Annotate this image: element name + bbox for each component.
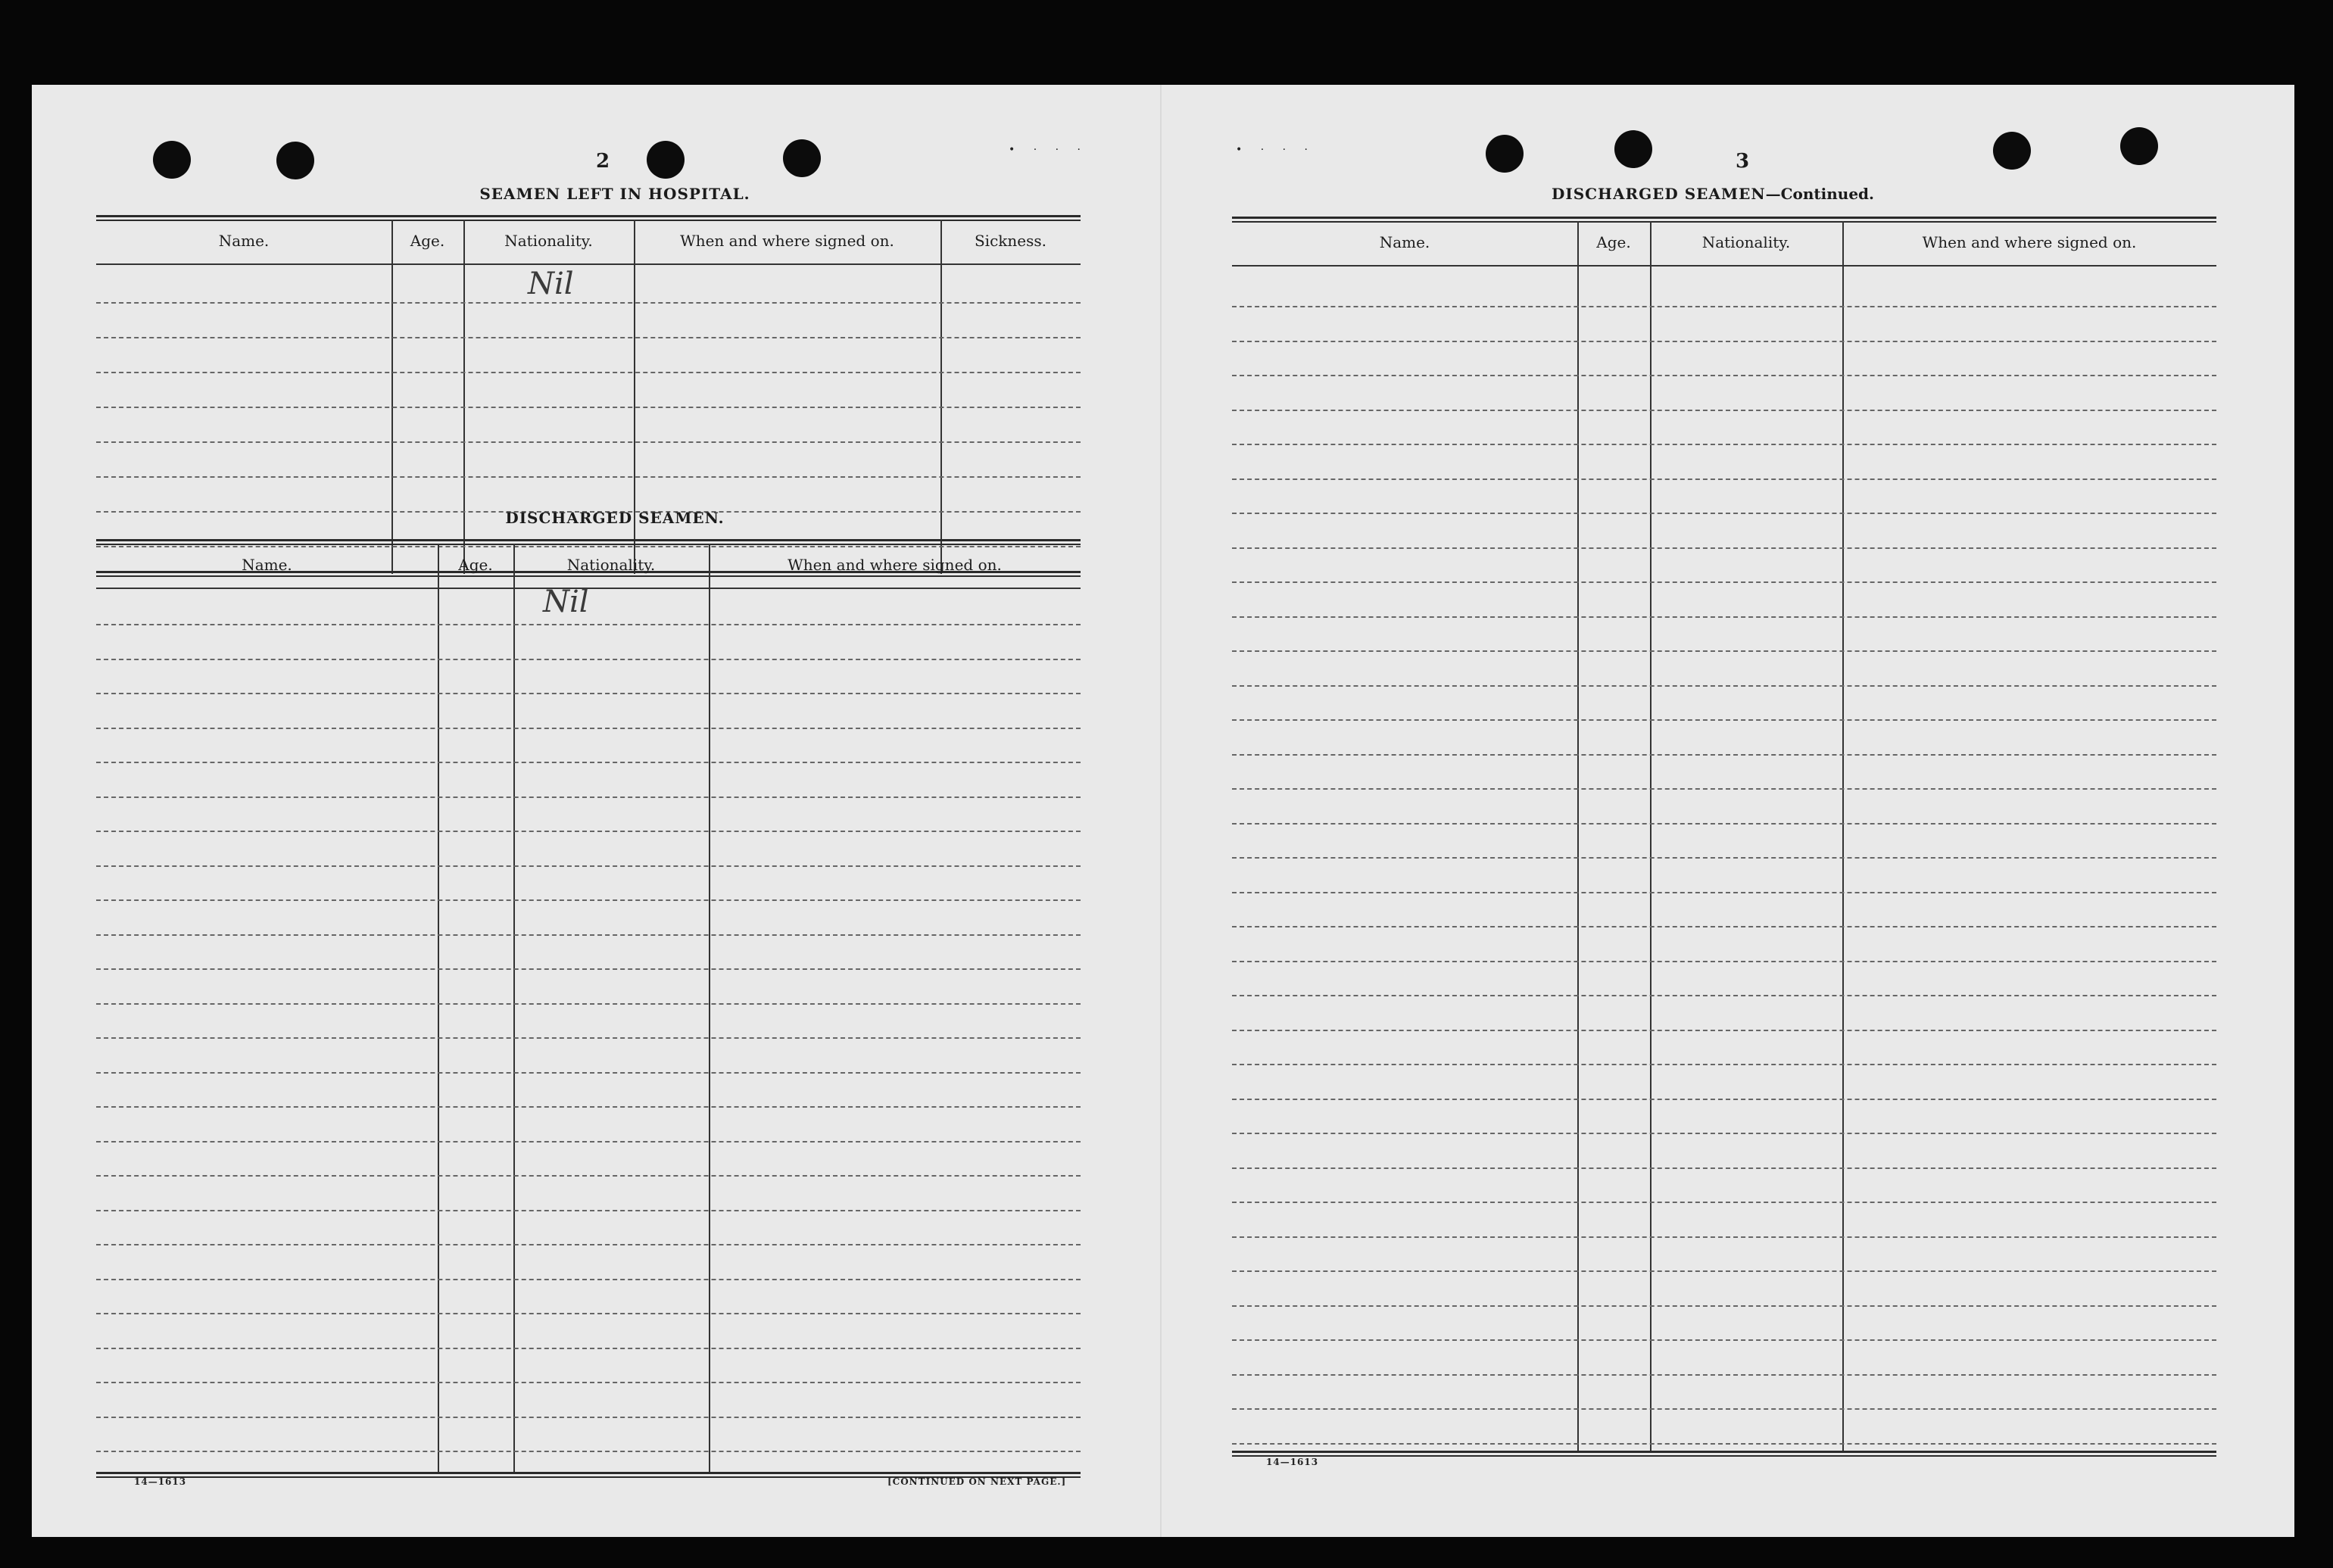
table-row <box>96 1141 1081 1142</box>
table-row <box>1232 1167 2216 1169</box>
ink-specks: • · · · <box>1009 144 1088 156</box>
col-header-name: Name. <box>242 556 292 574</box>
col-divider <box>438 544 439 1473</box>
table-row <box>1232 1030 2216 1031</box>
table-row <box>1232 513 2216 514</box>
punch-hole <box>647 141 685 179</box>
col-header-age: Age. <box>410 232 445 250</box>
punch-hole <box>153 141 191 179</box>
form-number-left: 14—1613 <box>134 1476 187 1487</box>
punch-hole <box>783 139 821 177</box>
col-divider <box>1650 221 1652 1452</box>
table-row <box>1232 788 2216 790</box>
table-row <box>96 372 1081 373</box>
table-row <box>1232 547 2216 549</box>
col-header-when-where: When and where signed on. <box>680 232 894 250</box>
table-row <box>96 302 1081 304</box>
col-divider <box>391 220 393 574</box>
col-divider <box>513 544 515 1473</box>
table-row <box>96 1003 1081 1005</box>
col-header-nationality: Nationality. <box>1701 233 1791 251</box>
table-row <box>1232 823 2216 825</box>
form-sheet <box>32 85 2294 1537</box>
table-row <box>1232 410 2216 411</box>
table-row <box>96 728 1081 729</box>
table-row <box>1232 341 2216 342</box>
col-header-when-where: When and where signed on. <box>1922 233 2137 251</box>
table-row <box>1232 926 2216 927</box>
table-row <box>96 407 1081 408</box>
table-row <box>1232 444 2216 445</box>
table-row <box>1232 1099 2216 1100</box>
discharged-table <box>96 539 1081 1478</box>
table-row <box>96 1037 1081 1039</box>
table-row <box>1232 650 2216 652</box>
header-rule <box>96 263 1081 265</box>
table-row <box>1232 995 2216 996</box>
page-number-right: 3 <box>1736 150 1750 173</box>
punch-hole <box>276 142 314 179</box>
col-divider <box>940 220 942 574</box>
punch-hole <box>2120 127 2158 165</box>
punch-hole <box>1614 130 1652 168</box>
header-rule <box>1232 265 2216 267</box>
table-row <box>96 1175 1081 1177</box>
handwritten-nil: Nil <box>543 584 589 619</box>
table-row <box>1232 1270 2216 1272</box>
col-divider <box>1577 221 1579 1452</box>
table-row <box>96 476 1081 478</box>
table-row <box>96 1417 1081 1418</box>
table-row <box>96 1451 1081 1452</box>
table-row <box>96 441 1081 443</box>
table-row <box>1232 892 2216 893</box>
discharged-continued-table <box>1232 217 2216 1458</box>
table-row <box>1232 375 2216 376</box>
table-row <box>1232 685 2216 687</box>
form-number-right: 14—1613 <box>1266 1457 1319 1467</box>
table-row <box>1232 1374 2216 1376</box>
table-row <box>1232 306 2216 307</box>
table-top-rule <box>96 215 1081 221</box>
col-divider <box>1842 221 1844 1452</box>
table-row <box>96 865 1081 867</box>
table-row <box>1232 616 2216 618</box>
table-row <box>1232 1202 2216 1203</box>
page-fold <box>1160 85 1162 1537</box>
table-row <box>1232 754 2216 756</box>
col-header-when-where: When and where signed on. <box>788 556 1002 574</box>
table-row <box>1232 1133 2216 1134</box>
continued-note: [CONTINUED ON NEXT PAGE.] <box>887 1476 1067 1487</box>
col-header-age: Age. <box>1596 233 1631 251</box>
table-row <box>96 1244 1081 1245</box>
table-row <box>1232 1443 2216 1445</box>
title-suffix: —Continued. <box>1765 185 1874 203</box>
table-row <box>1232 479 2216 480</box>
col-header-nationality: Nationality. <box>504 232 593 250</box>
table-row <box>96 659 1081 660</box>
table-row <box>1232 1339 2216 1341</box>
col-header-age: Age. <box>458 556 493 574</box>
col-divider <box>709 544 710 1473</box>
discharged-section-title: DISCHARGED SEAMEN. <box>505 509 725 527</box>
discharged-continued-title <box>1508 185 1917 203</box>
table-row <box>96 934 1081 936</box>
table-top-rule <box>1232 217 2216 223</box>
page-number-left: 2 <box>596 150 610 173</box>
table-row <box>96 1072 1081 1074</box>
col-header-nationality: Nationality. <box>566 556 656 574</box>
handwritten-nil: Nil <box>528 267 574 301</box>
table-row <box>1232 1236 2216 1238</box>
table-row <box>1232 961 2216 962</box>
table-row <box>96 762 1081 763</box>
table-row <box>96 796 1081 798</box>
table-row <box>1232 581 2216 583</box>
punch-hole <box>1993 132 2031 170</box>
table-row <box>96 1106 1081 1108</box>
table-row <box>1232 857 2216 859</box>
table-row <box>96 693 1081 694</box>
table-row <box>96 1348 1081 1349</box>
table-row <box>1232 1064 2216 1065</box>
table-row <box>96 968 1081 970</box>
table-row <box>1232 1305 2216 1307</box>
table-row <box>1232 719 2216 721</box>
col-header-sickness: Sickness. <box>974 232 1047 250</box>
table-row <box>96 831 1081 832</box>
hospital-section-title: SEAMEN LEFT IN HOSPITAL. <box>479 185 750 203</box>
ink-specks: • · · · <box>1236 144 1315 156</box>
punch-hole <box>1486 135 1524 173</box>
table-row <box>96 337 1081 338</box>
table-bottom-rule <box>1232 1451 2216 1457</box>
table-row <box>96 1313 1081 1314</box>
table-row <box>1232 1408 2216 1410</box>
table-row <box>96 1382 1081 1383</box>
table-row <box>96 1279 1081 1280</box>
table-top-rule <box>96 539 1081 545</box>
col-header-name: Name. <box>218 232 270 250</box>
table-row <box>96 624 1081 625</box>
col-header-name: Name. <box>1379 233 1430 251</box>
title-main: DISCHARGED SEAMEN <box>1552 185 1766 203</box>
table-row <box>96 899 1081 901</box>
table-row <box>96 1210 1081 1211</box>
